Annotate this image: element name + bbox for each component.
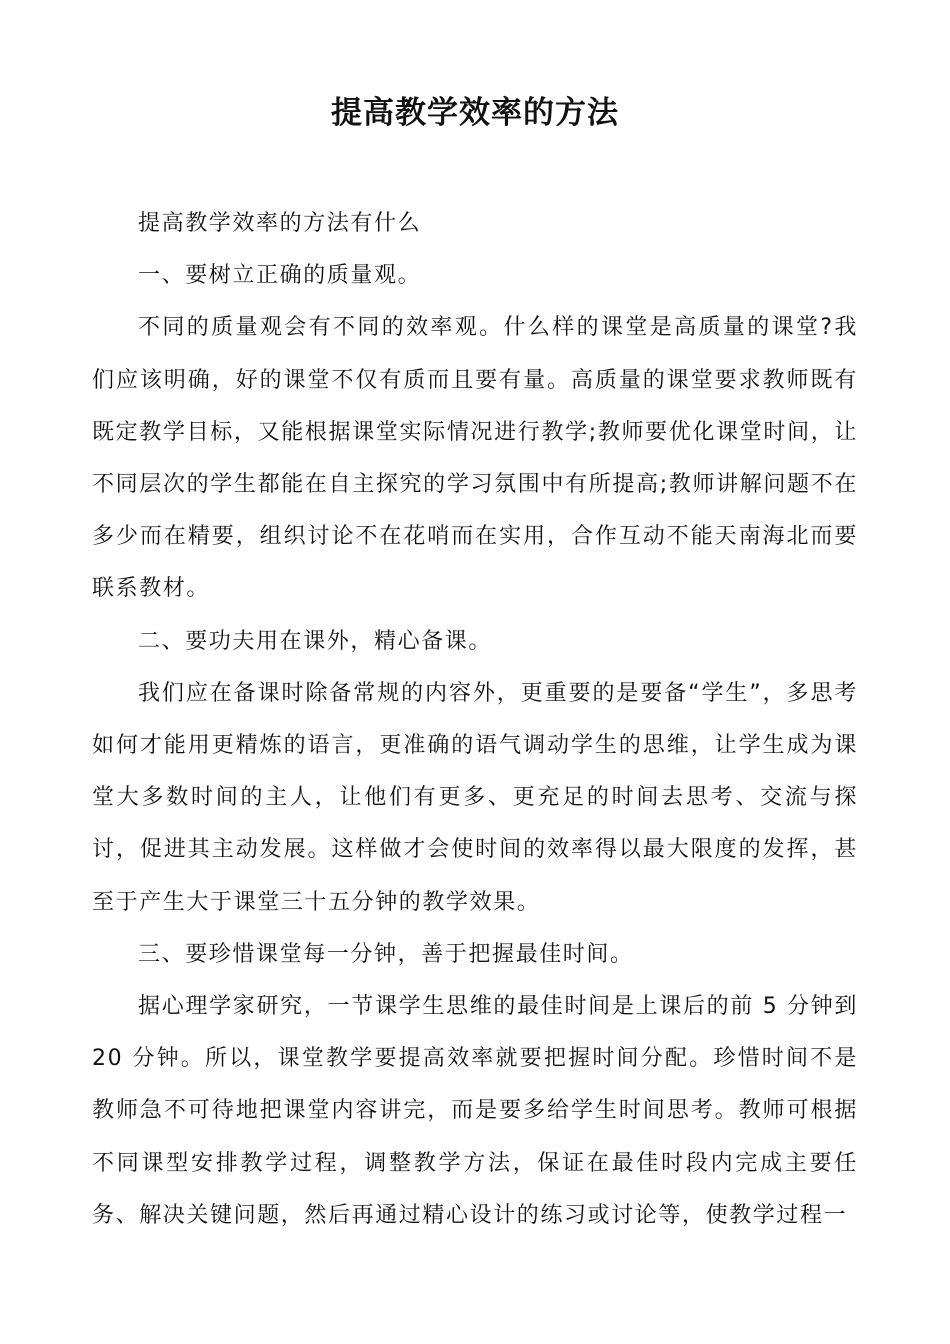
section-heading-3: 三、要珍惜课堂每一分钟，善于把握最佳时间。 [138,941,634,967]
paragraph-subtitle: 提高教学效率的方法有什么 [138,211,422,236]
paragraph-section-1: 不同的质量观会有不同的效率观。什么样的课堂是高质量的课堂?我们应该明确，好的课堂不仅有质而且要有量。高质量的课堂要求教师既有既定教学目标，又能根据课堂实际情况进行教学;教师要优化课堂时间，让不同层次的学生都能在自主探究的学习氛围中有所提高;教师讲解问题不在多少而在精要，组织讨论不在花哨而在实用，合作互动不能天南海北而要联系教材。 [92,315,858,602]
paragraph-section-3: 据心理学家研究，一节课学生思维的最佳时间是上课后的前 5 分钟到 20 分钟。所以，课堂教学要提高效率就要把握时间分配。珍惜时间不是教师急不可待地把课堂内容讲完，而是要多给学生时间思考。教师可根据不同课型安排教学过程，调整教学方法，保证在最佳时段内完成主要任务、解决关键问题，然后再通过精心设计的练习或讨论等，使教学过程一 [92,994,858,1228]
document-body [92,198,858,1242]
paragraph-section-2: 我们应在备课时除备常规的内容外，更重要的是要备“学生”，多思考如何才能用更精炼的语言，更准确的语气调动学生的思维，让学生成为课堂大多数时间的主人，让他们有更多、更充足的时间去思考、交流与探讨，促进其主动发展。这样做才会使时间的效率得以最大限度的发挥，甚至于产生大于课堂三十五分钟的教学效果。 [92,680,858,915]
section-heading-1: 一、要树立正确的质量观。 [138,263,422,289]
section-heading-2: 二、要功夫用在课外，精心备课。 [138,628,493,654]
document-title: 提高教学效率的方法 [331,95,619,131]
